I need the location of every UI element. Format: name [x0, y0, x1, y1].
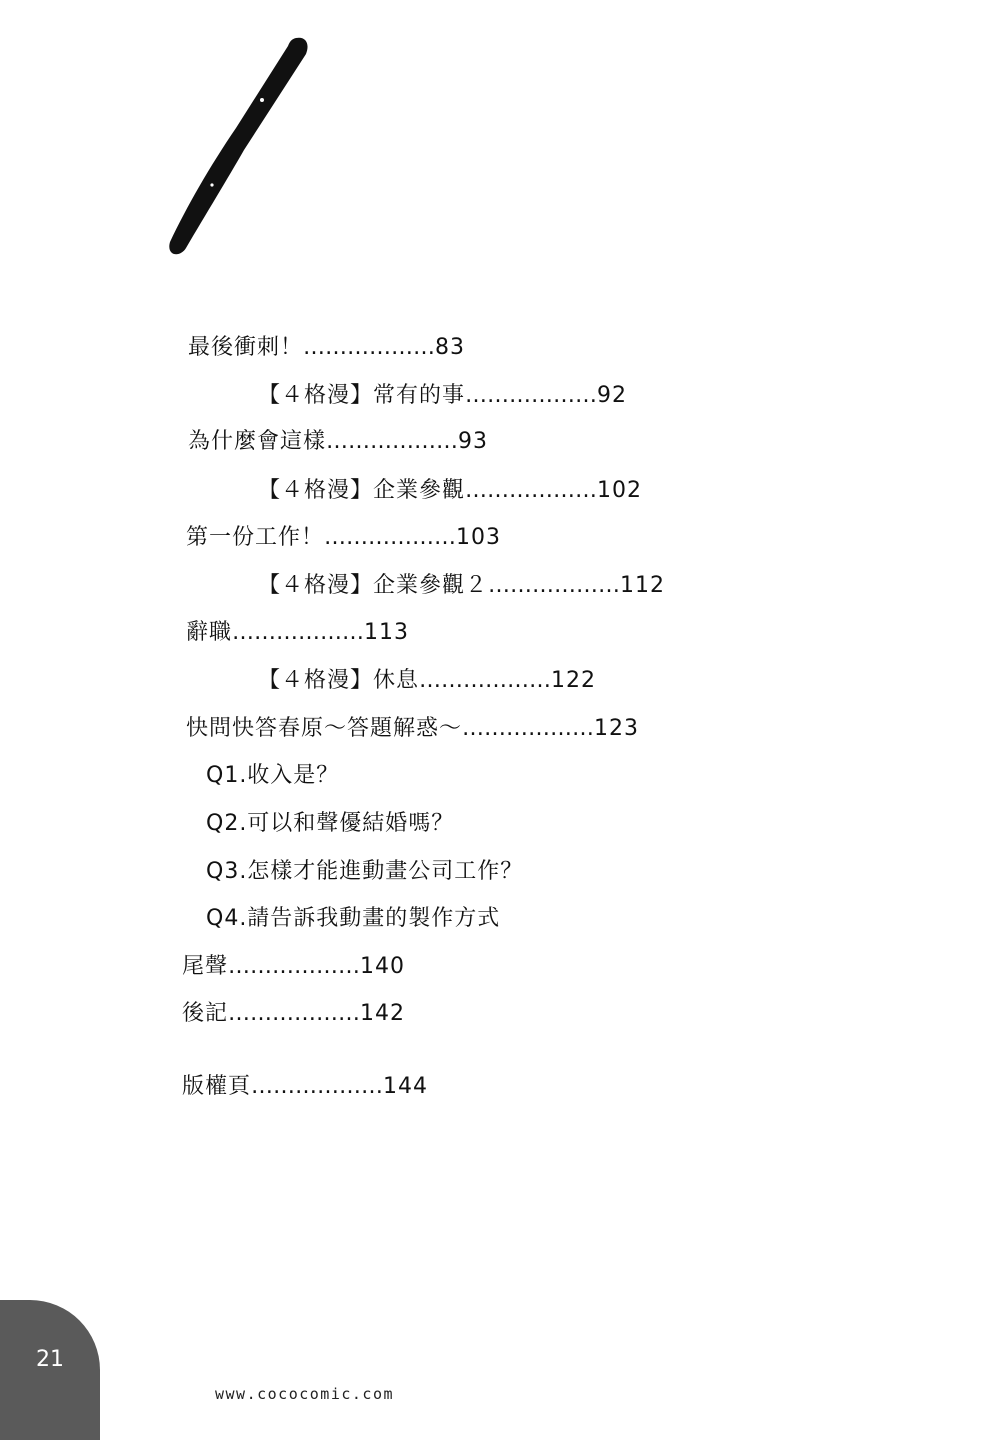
- toc-page-number: 93: [458, 429, 489, 454]
- toc-entry-title: 最後衝刺！: [188, 335, 304, 360]
- toc-leader-dots: ………………: [419, 668, 552, 693]
- toc-leader-dots: ………………: [326, 429, 459, 454]
- toc-entry-title: 【４格漫】企業參觀: [258, 478, 466, 503]
- toc-entry: [182, 953, 405, 981]
- toc-entry: [188, 428, 488, 456]
- toc-entry-title: 【４格漫】休息: [258, 668, 420, 693]
- toc-entry: [258, 477, 642, 505]
- toc-entry-title: 辭職: [186, 620, 233, 645]
- toc-page-number: 122: [551, 668, 597, 693]
- toc-leader-dots: ………………: [465, 478, 598, 503]
- toc-leader-dots: ………………: [324, 525, 457, 550]
- toc-leader-dots: ………………: [462, 716, 595, 741]
- toc-page-number: 140: [360, 954, 406, 979]
- toc-leader-dots: ………………: [488, 573, 621, 598]
- toc-subentry: [206, 905, 500, 933]
- toc-entry: [258, 382, 627, 410]
- toc-page-number: 142: [360, 1001, 406, 1026]
- toc-page-number: 113: [364, 620, 410, 645]
- toc-page-number: 83: [435, 335, 466, 360]
- toc-leader-dots: ………………: [232, 620, 365, 645]
- toc-subentry: [206, 762, 339, 790]
- toc-page-number: 92: [597, 383, 628, 408]
- toc-subentry: [206, 858, 523, 886]
- toc-leader-dots: ………………: [228, 954, 361, 979]
- toc-leader-dots: ………………: [228, 1001, 361, 1026]
- toc-page-number: 112: [620, 573, 666, 598]
- toc-entry-title: 為什麼會這樣: [188, 429, 327, 454]
- toc-page-number: 123: [594, 716, 640, 741]
- toc-entry: [186, 715, 639, 743]
- toc-entry: [188, 334, 465, 362]
- toc-leader-dots: ………………: [251, 1074, 384, 1099]
- toc-entry: [258, 572, 665, 600]
- toc-entry-title: 後記: [182, 1001, 229, 1026]
- toc-subentry-title: Q2.可以和聲優結婚嗎？: [206, 811, 455, 836]
- toc-entry: [182, 1073, 428, 1101]
- toc-entry-title: 【４格漫】企業參觀２: [258, 573, 489, 598]
- toc-entry-title: 第一份工作！: [186, 525, 325, 550]
- toc-subentry-title: Q3.怎樣才能進動畫公司工作？: [206, 859, 524, 884]
- footer-url: www.cococomic.com: [215, 1385, 395, 1403]
- toc-page-number: 102: [597, 478, 643, 503]
- toc-entry-title: 尾聲: [182, 954, 229, 979]
- toc-entry-title: 【４格漫】常有的事: [258, 383, 466, 408]
- toc-page-number: 103: [456, 525, 502, 550]
- toc-page-number: 144: [383, 1074, 429, 1099]
- toc-subentry-title: Q1.收入是？: [206, 763, 340, 788]
- toc-entry: [186, 524, 501, 552]
- toc-leader-dots: ………………: [465, 383, 598, 408]
- toc-subentry: [206, 810, 454, 838]
- toc-entry-title: 版權頁: [182, 1074, 252, 1099]
- toc-entry-title: 快問快答春原～答題解惑～: [186, 716, 463, 741]
- page-number: 21: [36, 1347, 64, 1372]
- toc-leader-dots: ………………: [303, 335, 436, 360]
- toc-entry: [182, 1000, 405, 1028]
- toc-entry: [186, 619, 409, 647]
- toc-subentry-title: Q4.請告訴我動畫的製作方式: [206, 906, 501, 931]
- toc-entry: [258, 667, 596, 695]
